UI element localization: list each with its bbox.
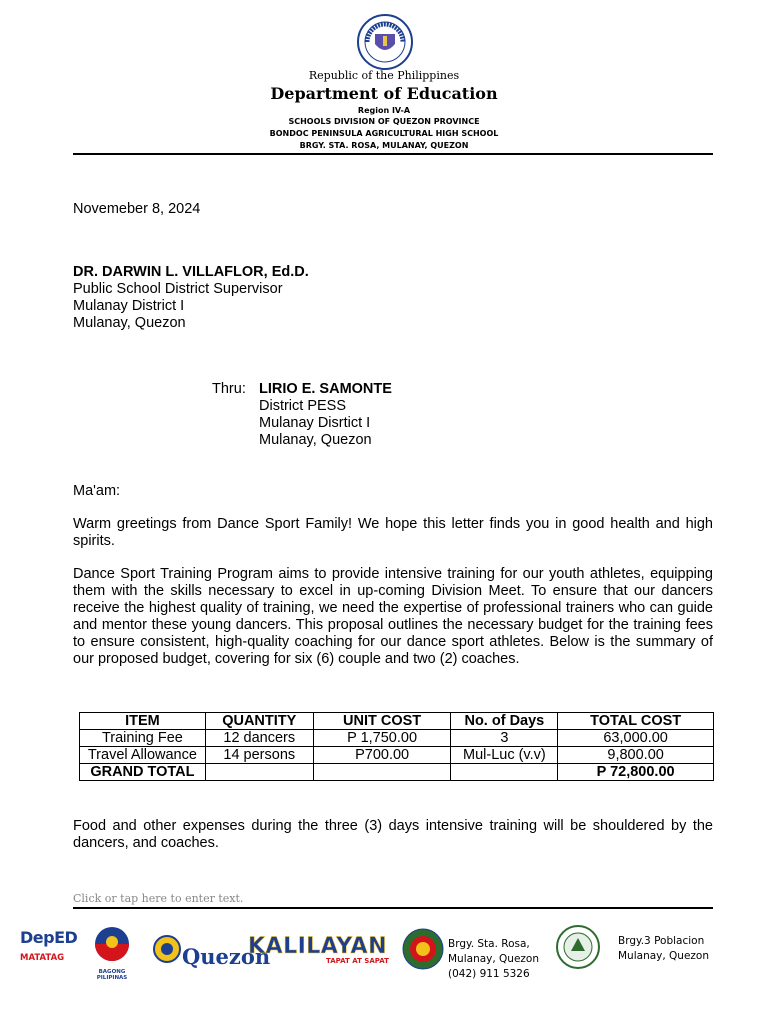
thru-label: Thru:: [212, 381, 246, 397]
salutation: Ma'am:: [73, 483, 121, 499]
school-text: BONDOC PENINSULA AGRICULTURAL HIGH SCHOOL: [269, 129, 499, 138]
kalilayan-logo-text: KALILAYAN: [248, 934, 387, 959]
department-title: Department of Education: [270, 84, 498, 103]
school-seal-icon: [402, 928, 444, 970]
bagong-pilipinas-logo: [84, 924, 140, 981]
division-text: SCHOOLS DIVISION OF QUEZON PROVINCE: [288, 117, 480, 126]
cell-empty: [205, 764, 313, 781]
deped-logo-text: DepED: [20, 928, 78, 947]
thru-block: [259, 381, 392, 449]
header-total-cost: TOTAL COST: [558, 713, 714, 730]
footer-address-line: Brgy.3 Poblacion: [618, 935, 705, 947]
cell-empty: [313, 764, 451, 781]
deped-matatag-logo: [20, 928, 76, 974]
grand-total-value: P 72,800.00: [558, 764, 714, 781]
footer-divider: [73, 907, 713, 909]
recipient-block: [73, 264, 309, 332]
cell-quantity: 14 persons: [205, 747, 313, 764]
letter-date: Novemeber 8, 2024: [73, 201, 201, 217]
thru-district: Mulanay Disrtict I: [259, 415, 371, 431]
deped-quezon-logo: [152, 926, 271, 972]
paragraph-proposal: Dance Sport Training Program aims to provide intensive training for our youth athletes, equipping them with the skills necessary to excel in up-coming Division Meet. To ensure that our dancers receive the highest quality of training, we need the expertise of professional trainers who can guide and mentor these young dancers. This proposal outlines the necessary budget for the training fees to ensure consistent, high-quality coaching for our dance sport athletes. Below is the summary of our proposed budget, covering for six (6) couple and two (2) coaches.: [73, 566, 713, 667]
text-placeholder[interactable]: Click or tap here to enter text.: [73, 892, 244, 905]
matatag-logo-text: MATATAG: [20, 953, 65, 963]
deped-seal-icon: [357, 14, 413, 70]
budget-table: [79, 712, 714, 781]
district-footer-address: [618, 934, 709, 964]
grand-total-row: [80, 764, 714, 781]
cell-total-cost: 63,000.00: [558, 730, 714, 747]
cell-days: Mul-Luc (v.v): [451, 747, 558, 764]
republic-text: Republic of the Philippines: [308, 69, 460, 82]
footer-address-line: Mulanay, Quezon: [618, 950, 710, 962]
recipient-location: Mulanay, Quezon: [73, 315, 186, 331]
region-text: Region IV-A: [357, 106, 411, 115]
kalilayan-logo: [248, 934, 392, 970]
recipient-district: Mulanay District I: [73, 298, 185, 314]
footer-address-line: Brgy. Sta. Rosa,: [448, 938, 530, 950]
cell-unit-cost: P700.00: [313, 747, 451, 764]
header-divider: [73, 153, 713, 155]
paragraph-expenses: Food and other expenses during the three (3) days intensive training will be shouldered by the dancers, and coaches.: [73, 818, 713, 851]
grand-total-label: GRAND TOTAL: [80, 764, 206, 781]
cell-item: Training Fee: [80, 730, 206, 747]
footer-address-line: Mulanay, Quezon: [448, 953, 540, 965]
footer-phone: (042) 911 5326: [448, 968, 530, 980]
header-item: ITEM: [80, 713, 206, 730]
cell-days: 3: [451, 730, 558, 747]
table-row: [80, 730, 714, 747]
header-quantity: QUANTITY: [205, 713, 313, 730]
header-unit-cost: UNIT COST: [313, 713, 451, 730]
quezon-logo-text: Quezon: [182, 944, 271, 969]
cell-unit-cost: P 1,750.00: [313, 730, 451, 747]
bagong-pilipinas-emblem-icon: [84, 924, 140, 964]
municipal-seal-icon: [555, 924, 601, 970]
kalilayan-subtitle: TAPAT AT SAPAT: [326, 957, 389, 965]
paragraph-greeting: Warm greetings from Dance Sport Family! We hope this letter finds you in good health and high spirits.: [73, 516, 713, 549]
thru-name: LIRIO E. SAMONTE: [259, 381, 392, 397]
cell-item: Travel Allowance: [80, 747, 206, 764]
quezon-seal-icon: [152, 934, 182, 964]
header-days: No. of Days: [451, 713, 558, 730]
cell-quantity: 12 dancers: [205, 730, 313, 747]
recipient-name: DR. DARWIN L. VILLAFLOR, Ed.D.: [73, 264, 309, 280]
recipient-position: Public School District Supervisor: [73, 281, 283, 297]
cell-total-cost: 9,800.00: [558, 747, 714, 764]
thru-position: District PESS: [259, 398, 347, 414]
table-header-row: [80, 713, 714, 730]
bagong-pilipinas-text: BAGONG PILIPINAS: [96, 969, 128, 981]
thru-location: Mulanay, Quezon: [259, 432, 372, 448]
table-row: [80, 747, 714, 764]
cell-empty: [451, 764, 558, 781]
school-footer-address: [448, 937, 539, 982]
school-address: BRGY. STA. ROSA, MULANAY, QUEZON: [299, 141, 469, 150]
